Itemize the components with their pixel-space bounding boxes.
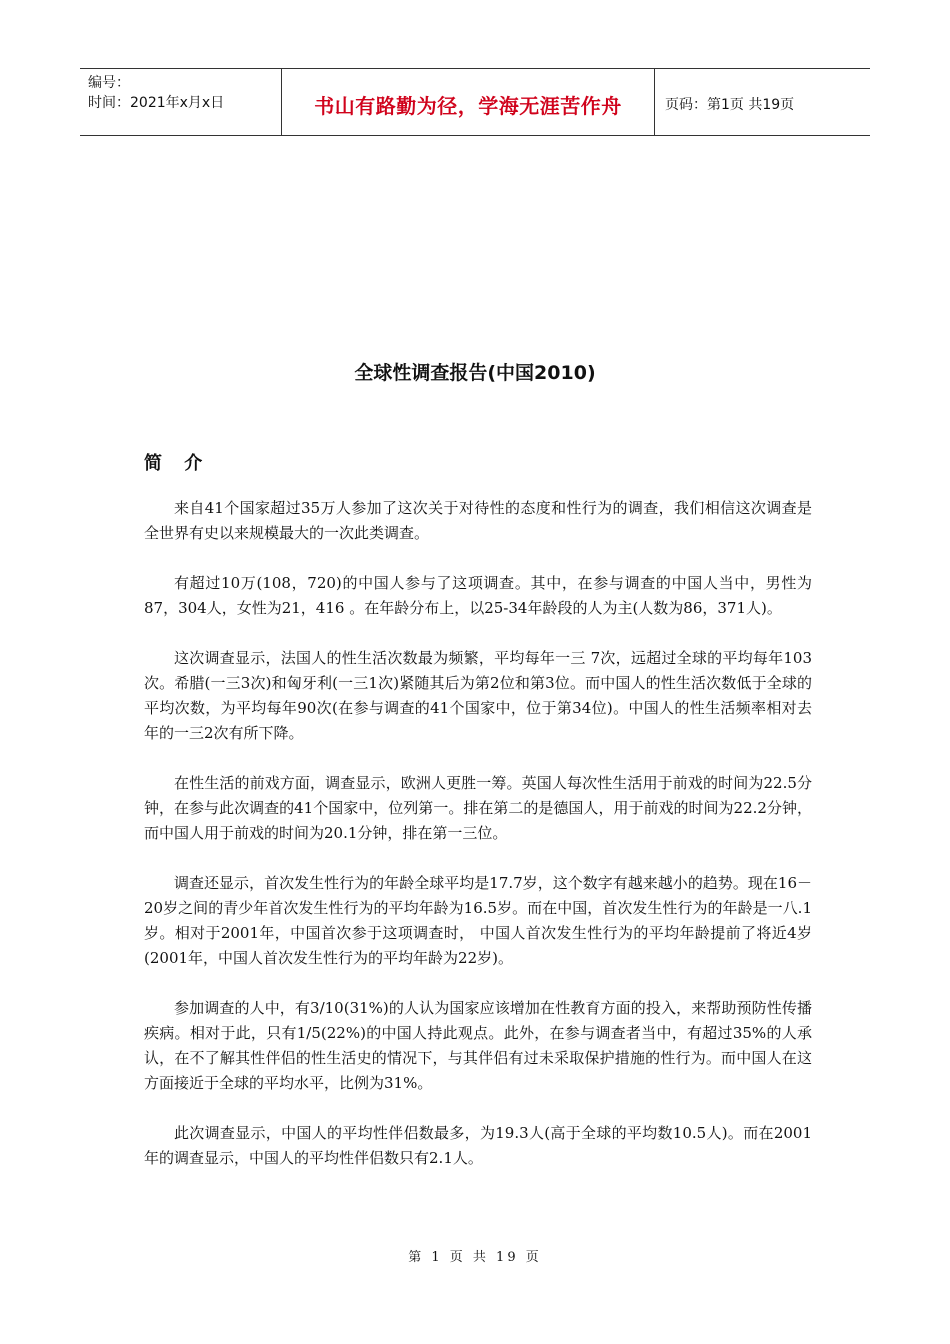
paragraph: 调查还显示，首次发生性行为的年龄全球平均是17.7岁，这个数字有越来越小的趋势。现在16－20岁之间的青少年首次发生性行为的平均年龄为16.5岁。而在中国，首次发生性行为的年龄是一八.1岁。相对于2001年，中国首次参于这项调查时， 中国人首次发生性行为的平均年龄提前了将近4岁(2001年，中国人首次发生性行为的平均年龄为22岁)。 bbox=[144, 874, 812, 967]
paragraph: 此次调查显示，中国人的平均性伴侣数最多，为19.3人(高于全球的平均数10.5人)。而在2001年的调查显示，中国人的平均性伴侣数只有2.1人。 bbox=[144, 1124, 812, 1167]
motto-text: 书山有路勤为径，学海无涯苦作舟 bbox=[314, 93, 622, 118]
number-label: 编号： bbox=[88, 75, 130, 91]
paragraph: 这次调查显示，法国人的性生活次数最为频繁，平均每年一三 7次，远超过全球的平均每年103次。希腊(一三3次)和匈牙利(一三1次)紧随其后为第2位和第3位。而中国人的性生活次数低于全球的平均次数，为平均每年90次(在参与调查的41个国家中，位于第34位)。中国人的性生活频率相对去年的一三2次有所下降。 bbox=[144, 649, 812, 742]
header-meta-cell bbox=[80, 69, 282, 135]
header-page-cell bbox=[655, 69, 870, 135]
header-motto-cell bbox=[282, 69, 655, 135]
body-text bbox=[144, 496, 812, 1196]
date-label: 时间：2021年x月x日 bbox=[88, 95, 225, 111]
header-table bbox=[80, 68, 870, 136]
document-title: 全球性调查报告(中国2010) bbox=[354, 362, 596, 384]
page-info: 页码：第1页 共19页 bbox=[665, 97, 795, 113]
paragraph: 参加调查的人中，有3/10(31%)的人认为国家应该增加在性教育方面的投入，来帮助预防性传播疾病。相对于此，只有1/5(22%)的中国人持此观点。此外，在参与调查者当中，有超过35%的人承认，在不了解其性伴侣的性生活史的情况下，与其伴侣有过未采取保护措施的性行为。而中国人在这方面接近于全球的平均水平，比例为31%。 bbox=[144, 999, 812, 1092]
paragraph: 来自41个国家超过35万人参加了这次关于对待性的态度和性行为的调查，我们相信这次调查是全世界有史以来规模最大的一次此类调查。 bbox=[144, 499, 812, 542]
paragraph: 有超过10万(108，720)的中国人参与了这项调查。其中，在参与调查的中国人当中，男性为87，304人，女性为21，416 。在年龄分布上，以25-34年龄段的人为主(人数为86，371人)。 bbox=[144, 574, 812, 617]
paragraph: 在性生活的前戏方面，调查显示，欧洲人更胜一筹。英国人每次性生活用于前戏的时间为22.5分钟，在参与此次调查的41个国家中，位列第一。排在第二的是德国人，用于前戏的时间为22.2分钟，而中国人用于前戏的时间为20.1分钟，排在第一三位。 bbox=[144, 774, 812, 842]
section-heading: 简 介 bbox=[144, 453, 211, 474]
page-footer: 第 1 页 共 19 页 bbox=[408, 1250, 542, 1265]
